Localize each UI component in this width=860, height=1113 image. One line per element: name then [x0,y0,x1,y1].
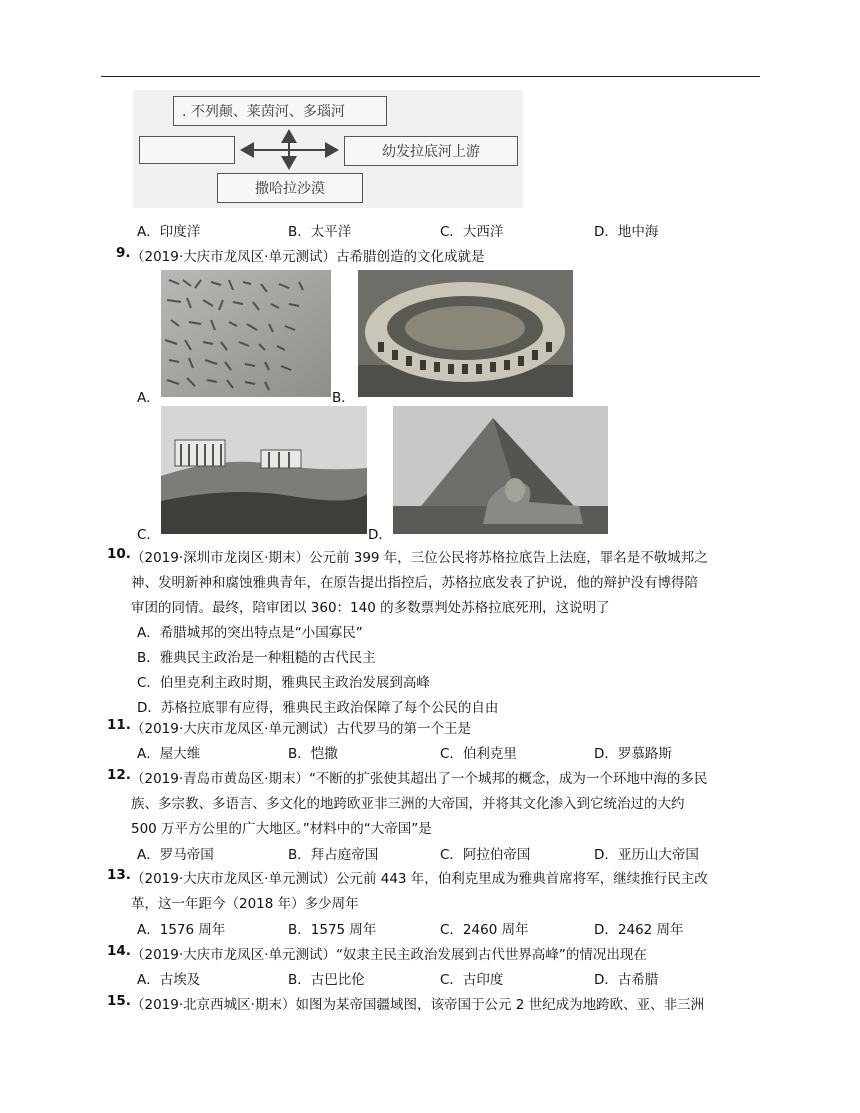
q11-option-b: B．恺撒 [288,746,338,762]
diagram-right-box: 幼发拉底河上游 [344,136,518,166]
q11-option-c: C．伯利克里 [440,746,517,762]
q8-option-a: A．印度洋 [137,224,201,240]
geography-diagram [133,90,523,208]
colosseum-image [358,270,573,397]
q13-option-d: D．2462 周年 [594,922,684,938]
q8-option-d: D．地中海 [594,224,659,240]
q12-line-2: 族、多宗教、多语言、多文化的地跨欧亚非三洲的大帝国，并将其文化渗入到它统治过的大约 [131,796,685,812]
q9-label-d: D． [368,527,392,543]
q12-line-3: 500 万平方公里的广大地区。”材料中的“大帝国”是 [131,821,432,837]
q13-number: 13. [107,867,131,883]
q11-number: 11. [107,717,131,733]
q10-line-2: 神、发明新神和腐蚀雅典青年，在原告提出指控后，苏格拉底发表了护说，他的辩护没有博得陪 [131,575,698,591]
q10-option-d: D．苏格拉底罪有应得，雅典民主政治保障了每个公民的自由 [137,700,499,716]
q10-option-c: C．伯里克利主政时期，雅典民主政治发展到高峰 [137,675,430,691]
acropolis-image [161,406,367,534]
diagram-arrows [133,90,523,208]
q13-line-2: 革，这一年距今（2018 年）多少周年 [131,896,359,912]
q15-text: （2019·北京西城区·期末）如图为某帝国疆域图，该帝国于公元 2 世纪成为地跨欧、亚、非三洲 [131,997,705,1013]
q11-text: （2019·大庆市龙凤区·单元测试）古代罗马的第一个王是 [131,721,471,737]
q12-line-1: （2019·青岛市黄岛区·期末）“不断的扩张使其超出了一个城邦的概念，成为一个环地中海的多民 [131,771,708,787]
q9-label-a: A． [137,390,160,406]
q9-label-c: C． [137,527,160,543]
q8-option-b: B．太平洋 [288,224,352,240]
q12-option-c: C．阿拉伯帝国 [440,847,531,863]
q14-option-c: C．古印度 [440,972,504,988]
q8-option-c: C．大西洋 [440,224,504,240]
q11-option-a: A．屋大维 [137,746,201,762]
cuneiform-tablet-image [161,270,331,397]
pyramid-sphinx-image [393,406,608,534]
q13-line-1: （2019·大庆市龙凤区·单元测试）公元前 443 年，伯利克里成为雅典首席将军，继续推行民主改 [131,871,708,887]
q11-option-d: D．罗慕路斯 [594,746,672,762]
q10-line-3: 审团的同情。最终，陪审团以 360：140 的多数票判处苏格拉底死刑，这说明了 [131,600,610,616]
q14-option-b: B．古巴比伦 [288,972,365,988]
q13-option-b: B．1575 周年 [288,922,377,938]
q13-option-a: A．1576 周年 [137,922,226,938]
q9-number: 9. [116,245,131,261]
q15-number: 15. [107,993,131,1009]
q12-option-b: B．拜占庭帝国 [288,847,379,863]
q9-label-b: B． [332,390,355,406]
q14-text: （2019·大庆市龙凤区·单元测试）“奴隶主民主政治发展到古代世界高峰”的情况出现在 [131,947,647,963]
q12-option-a: A．罗马帝国 [137,847,214,863]
q10-option-b: B．雅典民主政治是一种粗糙的古代民主 [137,650,376,666]
q14-number: 14. [107,943,131,959]
diagram-top-box: . 不列颠、莱茵河、多瑙河 [173,96,387,126]
header-rule [101,76,760,77]
q14-option-a: A．古埃及 [137,972,201,988]
diagram-bottom-box: 撒哈拉沙漠 [217,173,363,203]
q14-option-d: D．古希腊 [594,972,659,988]
q12-number: 12. [107,767,131,783]
q13-option-c: C．2460 周年 [440,922,529,938]
q12-option-d: D．亚历山大帝国 [594,847,699,863]
q10-number: 10. [107,546,131,562]
q10-line-1: （2019·深圳市龙岗区·期末）公元前 399 年，三位公民将苏格拉底告上法庭，罪名是不敬城邦之 [131,550,708,566]
q10-option-a: A．希腊城邦的突出特点是“小国寡民” [137,625,363,641]
q9-text: （2019·大庆市龙凤区·单元测试）古希腊创造的文化成就是 [131,249,485,265]
